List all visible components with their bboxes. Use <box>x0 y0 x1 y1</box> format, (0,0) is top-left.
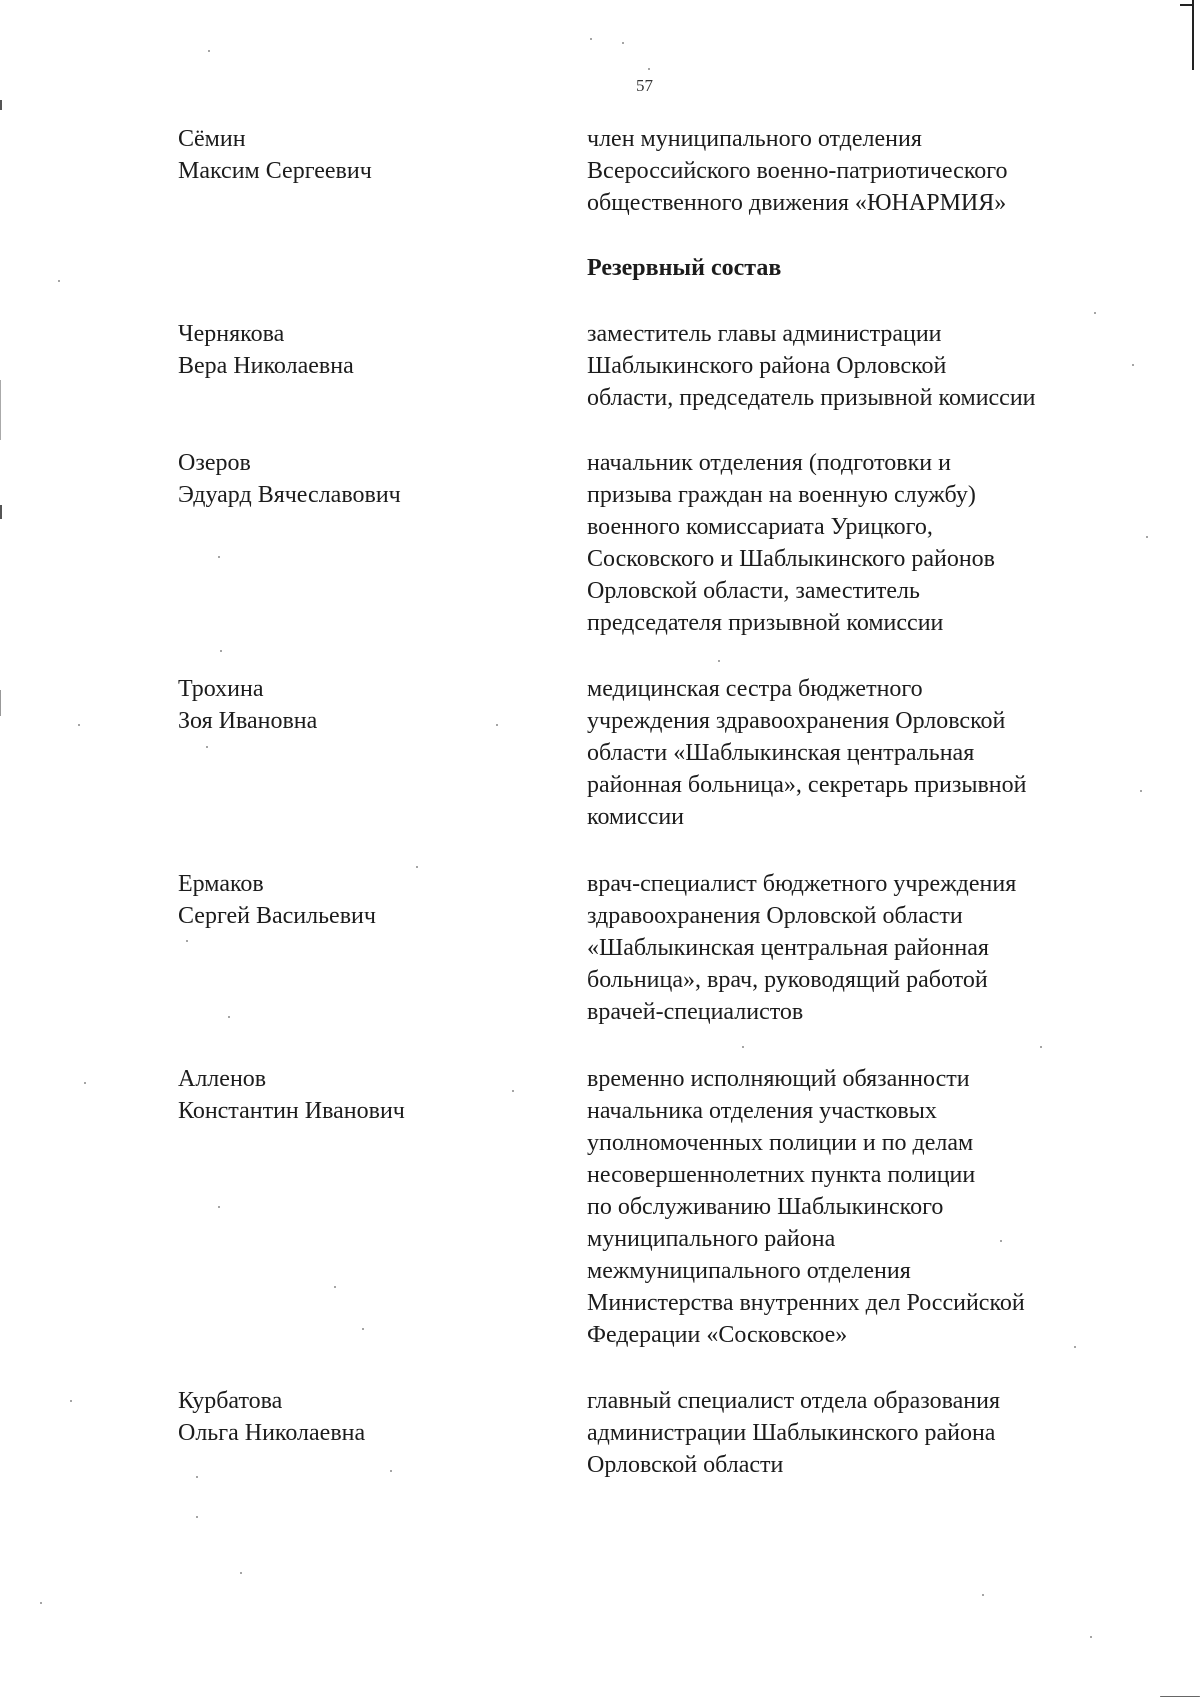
scan-edge-mark <box>1178 0 1194 70</box>
scan-speck <box>218 1206 220 1208</box>
scan-speck <box>220 650 222 652</box>
position-line: по обслуживанию Шаблыкинского <box>587 1194 944 1220</box>
position-line: комиссии <box>587 804 685 830</box>
scan-speck <box>416 866 418 868</box>
member-given-names: Максим Сергеевич <box>178 158 372 184</box>
scan-speck <box>1074 1346 1076 1348</box>
scan-speck <box>1132 364 1134 366</box>
position-line: муниципального района <box>587 1226 836 1252</box>
position-line: врачей-специалистов <box>587 999 804 1025</box>
scan-speck <box>390 1470 392 1472</box>
scan-speck <box>648 68 650 70</box>
position-line: Федерации «Сосковское» <box>587 1322 848 1348</box>
member-given-names: Вера Николаевна <box>178 353 354 379</box>
scan-speck <box>496 724 498 726</box>
member-given-names: Константин Иванович <box>178 1098 405 1124</box>
scan-speck <box>186 940 188 942</box>
scan-artifact <box>0 690 1 716</box>
member-surname: Алленов <box>178 1066 267 1092</box>
scan-speck <box>58 280 60 282</box>
position-line: общественного движения «ЮНАРМИЯ» <box>587 190 1007 216</box>
scan-speck <box>718 660 720 662</box>
member-name <box>178 123 538 187</box>
scan-speck <box>206 746 208 748</box>
scan-speck <box>208 50 210 52</box>
position-line: области, председатель призывной комиссии <box>587 385 1036 411</box>
position-line: Орловской области <box>587 1452 784 1478</box>
member-surname: Чернякова <box>178 321 285 347</box>
position-line: член муниципального отделения <box>587 126 922 152</box>
position-line: межмуниципального отделения <box>587 1258 911 1284</box>
position-line: Шаблыкинского района Орловской <box>587 353 947 379</box>
member-surname: Озеров <box>178 450 251 476</box>
member-given-names: Зоя Ивановна <box>178 708 318 734</box>
member-position <box>587 868 1127 1028</box>
scan-speck <box>40 1602 42 1604</box>
position-line: заместитель главы администрации <box>587 321 942 347</box>
position-line: области «Шаблыкинская центральная <box>587 740 975 766</box>
scan-artifact <box>0 100 2 110</box>
position-line: призыва граждан на военную службу) <box>587 482 976 508</box>
position-line: временно исполняющий обязанности <box>587 1066 970 1092</box>
member-name <box>178 1385 538 1449</box>
scan-speck <box>70 1400 72 1402</box>
position-line: председателя призывной комиссии <box>587 610 944 636</box>
member-name <box>178 868 538 932</box>
position-line: врач-специалист бюджетного учреждения <box>587 871 1017 897</box>
scan-speck <box>1160 1696 1200 1697</box>
scan-artifact <box>0 380 1 440</box>
member-position <box>587 1385 1127 1481</box>
position-line: Сосковского и Шаблыкинского районов <box>587 546 996 572</box>
scan-speck <box>742 1046 744 1048</box>
position-line: администрации Шаблыкинского района <box>587 1420 996 1446</box>
position-line: начальник отделения (подготовки и <box>587 450 951 476</box>
member-given-names: Ольга Николаевна <box>178 1420 366 1446</box>
member-position <box>587 123 1127 219</box>
scan-speck <box>240 1572 242 1574</box>
member-given-names: Эдуард Вячеславович <box>178 482 401 508</box>
scan-speck <box>982 1594 984 1596</box>
position-line: главный специалист отдела образования <box>587 1388 1001 1414</box>
member-surname: Ермаков <box>178 871 264 897</box>
member-name <box>178 1063 538 1127</box>
scan-speck <box>590 38 592 40</box>
page-number: 57 <box>636 76 653 95</box>
scan-speck <box>196 1516 198 1518</box>
scan-speck <box>84 1082 86 1084</box>
scan-speck <box>1040 1046 1042 1048</box>
position-line: больница», врач, руководящий работой <box>587 967 988 993</box>
position-line: районная больница», секретарь призывной <box>587 772 1027 798</box>
member-position <box>587 1063 1127 1351</box>
scan-speck <box>512 1090 514 1092</box>
scan-artifact <box>0 505 2 519</box>
scan-speck <box>196 1476 198 1478</box>
position-line: здравоохранения Орловской области <box>587 903 963 929</box>
member-surname: Курбатова <box>178 1388 283 1414</box>
position-line: Орловской области, заместитель <box>587 578 920 604</box>
member-surname: Сёмин <box>178 126 246 152</box>
scan-speck <box>78 724 80 726</box>
position-line: Всероссийского военно-патриотического <box>587 158 1008 184</box>
scan-speck <box>1090 1636 1092 1638</box>
member-position <box>587 447 1127 639</box>
member-position <box>587 318 1127 414</box>
scan-speck <box>228 1016 230 1018</box>
scan-speck <box>1094 312 1096 314</box>
position-line: учреждения здравоохранения Орловской <box>587 708 1006 734</box>
scan-speck <box>1000 1240 1002 1242</box>
position-line: «Шаблыкинская центральная районная <box>587 935 989 961</box>
position-line: начальника отделения участковых <box>587 1098 937 1124</box>
position-line: уполномоченных полиции и по делам <box>587 1130 974 1156</box>
scan-speck <box>1146 536 1148 538</box>
scan-speck <box>622 42 624 44</box>
scan-speck <box>334 1286 336 1288</box>
member-name <box>178 673 538 737</box>
position-line: Министерства внутренних дел Российской <box>587 1290 1025 1316</box>
position-line: военного комиссариата Урицкого, <box>587 514 933 540</box>
member-name <box>178 447 538 511</box>
position-line: несовершеннолетних пункта полиции <box>587 1162 976 1188</box>
member-name <box>178 318 538 382</box>
member-given-names: Сергей Васильевич <box>178 903 376 929</box>
section-heading: Резервный состав <box>587 255 782 281</box>
position-line: медицинская сестра бюджетного <box>587 676 923 702</box>
member-surname: Трохина <box>178 676 264 702</box>
scan-speck <box>218 556 220 558</box>
member-position <box>587 673 1127 833</box>
scan-speck <box>1140 790 1142 792</box>
scan-speck <box>362 1328 364 1330</box>
